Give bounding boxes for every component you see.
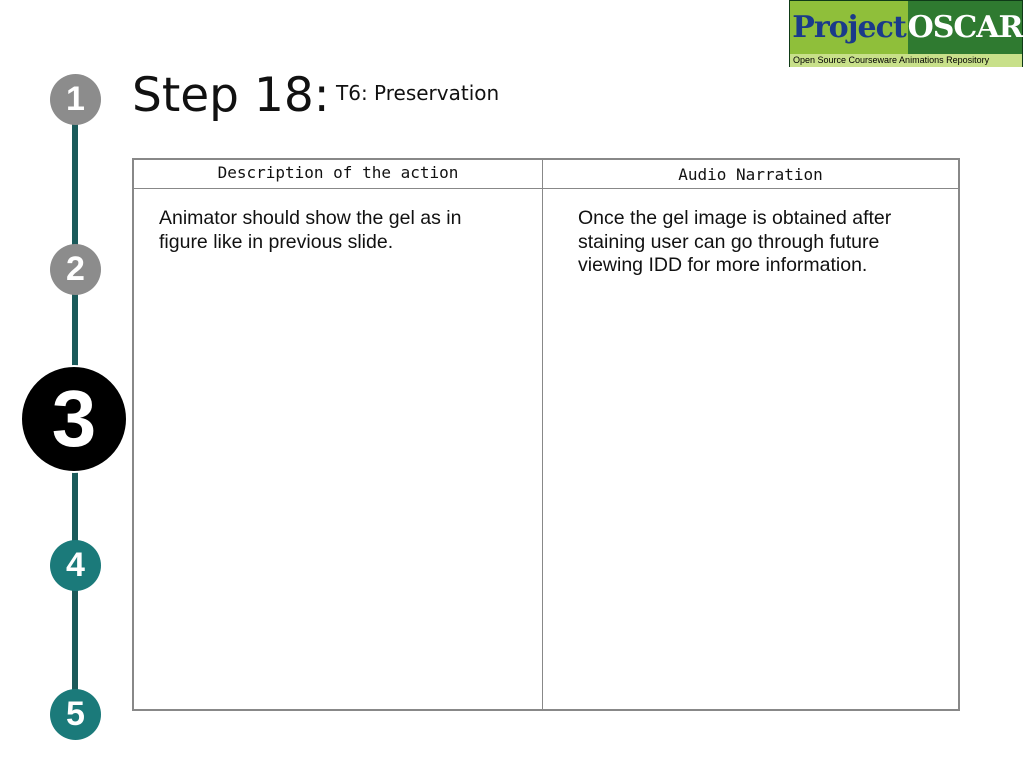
audio-narration-text: Once the gel image is obtained after staining user can go through future viewing IDD for more information. (578, 207, 892, 276)
description-column-header: Description of the action (217, 163, 459, 182)
column-divider (542, 160, 543, 709)
header-divider (134, 188, 958, 189)
description-text: Animator should show the gel as in figure like in previous slide. (159, 207, 462, 253)
logo-project-text: Project (790, 1, 908, 54)
step-1-badge (50, 74, 101, 125)
step-2-number: 2 (66, 250, 85, 288)
step-1-number: 1 (66, 80, 85, 118)
logo-wordmark (790, 1, 1022, 54)
step-3-badge-active (20, 365, 128, 473)
step-4-badge (50, 540, 101, 591)
storyboard-table (132, 158, 960, 711)
slide-subtitle: T6: Preservation (336, 81, 500, 105)
project-oscar-logo (789, 0, 1023, 67)
step-5-badge (50, 689, 101, 740)
slide-title: Step 18: (132, 68, 330, 123)
step-3-number: 3 (51, 374, 97, 463)
audio-narration-column-header: Audio Narration (678, 165, 823, 184)
step-5-number: 5 (66, 695, 85, 733)
step-2-badge (50, 244, 101, 295)
logo-oscar-text: OSCAR (908, 1, 1022, 54)
step-4-number: 4 (66, 546, 85, 584)
logo-tagline: Open Source Courseware Animations Repository (790, 54, 1022, 67)
